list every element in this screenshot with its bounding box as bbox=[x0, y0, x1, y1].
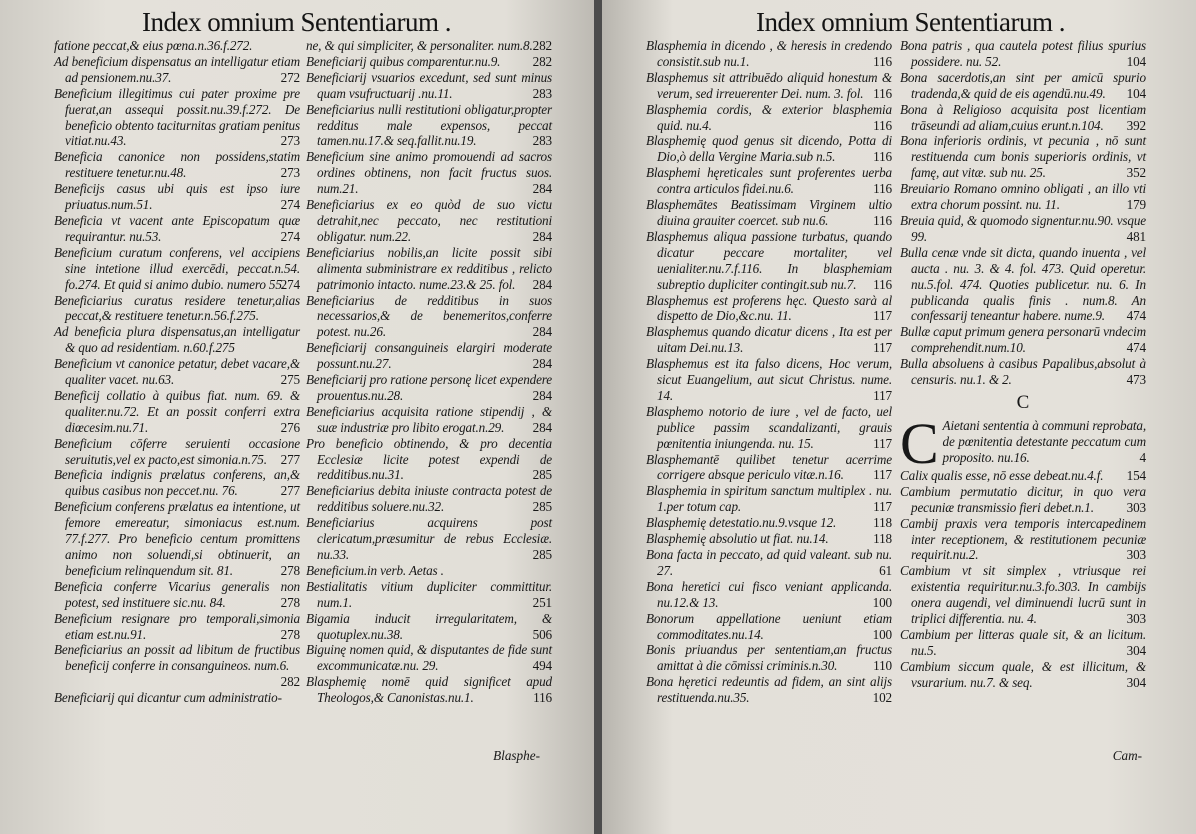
entry-page-number: 100 bbox=[872, 626, 892, 642]
entry-page-number: 116 bbox=[873, 276, 892, 292]
entry-text: Bulla absoluens à casibus Papalibus,absolut à censuris. nu.1. & 2. bbox=[900, 356, 1146, 388]
entry-page-number: 285 bbox=[532, 547, 552, 562]
index-entry bbox=[646, 197, 892, 229]
entry-page-number: 277 bbox=[280, 483, 300, 499]
entry-text: Beneficium curatum conferens, vel accipiens sine intetione illud exercēdi, peccat.n.54. fo.274. Et quid si animo dubio. numero 55. bbox=[54, 244, 300, 292]
index-entry bbox=[306, 611, 552, 643]
entry-text: Bulla cenæ vnde sit dicta, quando inuenta , vel aucta . nu. 3. & 4. fol. 473. Quid operetur. nu.5.fol. 474. Quoties publicetur. nu. 6. In publicanda qualis finis . num.8. An confessarij teneantur habere. nume.9. bbox=[900, 244, 1146, 324]
entry-text: Blasphemia in spiritum sanctum multiplex . nu. 1.per totum cap. bbox=[646, 483, 892, 515]
entry-page-number: 275 bbox=[280, 372, 300, 388]
catchword-right: Cam- bbox=[1112, 748, 1142, 763]
index-entry bbox=[646, 547, 892, 579]
entry-text: Bona facta in peccato, ad quid valeant. sub nu. 27. bbox=[646, 547, 892, 578]
entry-text: Blasphemię absolutio ut fiat. nu.14. bbox=[646, 531, 829, 547]
index-entry bbox=[306, 404, 552, 436]
index-entry bbox=[306, 515, 552, 563]
entry-text: fatione peccat,& eius pœna.n.36.f.272. bbox=[54, 38, 253, 53]
entry-text: Cambium vt sit simplex , vtriusque rei existentia requiritur.nu.3.fo.303. In cambijs onera augendi, vel diminuendi lucrū sunt in triplici differentia. nu. 4. bbox=[900, 563, 1146, 627]
index-entry bbox=[306, 436, 552, 484]
entry-page-number: 284 bbox=[532, 228, 552, 244]
index-entry bbox=[306, 642, 552, 674]
entry-text: Bonis priuandus per sententiam,an fructus amittat à die cōmissi criminis.n.30. bbox=[646, 642, 892, 674]
entry-page-number: 251 bbox=[532, 594, 552, 610]
entry-text: Ad beneficium dispensatus an intelligatur etiam ad pensionem.nu.37. bbox=[54, 53, 300, 85]
index-entry bbox=[54, 642, 300, 690]
entry-page-number: 304 bbox=[1126, 642, 1146, 658]
index-entry bbox=[54, 579, 300, 611]
index-entry bbox=[646, 452, 892, 484]
entry-page-number: 154 bbox=[1126, 467, 1146, 483]
entry-text: Blasphemus est proferens hęc. Questo sarà al dispetto de Dio,&c.nu. 11. bbox=[646, 292, 892, 324]
index-entry bbox=[306, 149, 552, 197]
entry-text: Beneficium illegitimus cui pater proxime pre fuerat,an assequi possit.nu.39.f.272. De beneficio obtento taciturnitas gratiam penitus vitiat.nu.43. bbox=[54, 85, 300, 149]
right-column-2 bbox=[900, 38, 1146, 691]
entry-page-number: 117 bbox=[873, 499, 892, 515]
entry-text: Bigamia inducit irregularitatem, & quotuplex.nu.38. bbox=[306, 610, 552, 642]
entry-page-number: 104 bbox=[1126, 53, 1146, 69]
index-entry bbox=[54, 467, 300, 499]
entry-page-number: 473 bbox=[1126, 372, 1146, 388]
entry-text: Blasphemantē quilibet tenetur acerrime corrigere absque periculo vitæ.n.16. bbox=[646, 451, 892, 483]
entry-text: Bona à Religioso acquisita post licentiam trāseundi ad aliam,cuius erunt.n.104. bbox=[900, 101, 1146, 133]
entry-text: Beneficia vt vacent ante Episcopatum quæ requirantur. nu.53. bbox=[54, 212, 300, 244]
left-column-1 bbox=[54, 38, 300, 706]
entry-text: Ad beneficia plura dispensatus,an intelligatur & quo ad residentiam. n.60.f.275 bbox=[54, 324, 300, 356]
letter-section-heading: C bbox=[1016, 391, 1030, 413]
entry-page-number: 283 bbox=[532, 133, 552, 149]
entry-page-number: 117 bbox=[873, 387, 892, 403]
entry-text: Bullæ caput primum genera personarū vndecim comprehendit.num.10. bbox=[900, 324, 1146, 356]
entry-text: Blasphemus est ita falso dicens, Hoc verum, sicut Euangelium, aut sicut Christus. nume. 14. bbox=[646, 356, 892, 403]
entry-page-number: 494 bbox=[532, 658, 552, 674]
index-entry bbox=[54, 388, 300, 436]
entry-page-number: 284 bbox=[532, 387, 552, 403]
entry-text: Beneficiarius acquirens post clericatum,præsumitur de rebus Ecclesiæ. nu.33. bbox=[306, 515, 552, 562]
entry-text: Beneficiarius de redditibus in suos necessarios,& de benemeritos,conferre potest. nu.26. bbox=[306, 292, 552, 340]
entry-text: Breuiario Romano omnino obligati , an illo vti extra chorum possint. nu. 11. bbox=[900, 181, 1146, 213]
entry-page-number: 110 bbox=[873, 658, 892, 674]
entry-text: Blasphemus aliqua passione turbatus, quando dicatur peccare mortaliter, vel uenialiter.nu.7.f.116. In blasphemiam subreptio dupliciter contingit.sub nu.7. bbox=[646, 228, 892, 292]
entry-text: Bonorum appellatione ueniunt etiam commoditates.nu.14. bbox=[646, 610, 892, 642]
entry-page-number: 116 bbox=[873, 53, 892, 69]
entry-page-number: 282 bbox=[532, 38, 552, 53]
entry-page-number: 392 bbox=[1126, 117, 1146, 133]
entry-text: Blasphemię quod genus sit dicendo, Potta di Dio,ò della Vergine Maria.sub n.5. bbox=[646, 133, 892, 165]
entry-page-number: 285 bbox=[532, 499, 552, 515]
index-entry bbox=[306, 38, 552, 54]
entry-page-number: 116 bbox=[873, 212, 892, 228]
entry-page-number: 273 bbox=[280, 165, 300, 181]
index-entry bbox=[900, 468, 1146, 484]
index-entry bbox=[646, 674, 892, 706]
entry-page-number: 274 bbox=[280, 276, 300, 292]
entry-page-number: 116 bbox=[873, 85, 892, 101]
catchword-left: Blasphe- bbox=[493, 748, 540, 763]
entry-page-number: 116 bbox=[873, 149, 892, 165]
entry-page-number: 117 bbox=[873, 308, 892, 324]
entry-page-number: 284 bbox=[532, 324, 552, 340]
entry-text: Blasphemo notorio de iure , vel de facto, uel publice passim scandalizanti, grauis pœnitentia iniungenda. nu. 15. bbox=[646, 403, 892, 451]
index-entry bbox=[900, 70, 1146, 102]
index-entry bbox=[54, 245, 300, 293]
drop-cap-letter: C bbox=[900, 410, 939, 476]
index-entry bbox=[646, 165, 892, 197]
index-entry bbox=[900, 324, 1146, 356]
entry-text: Beneficium conferens prælatus ea intentione, ut femore emereatur, simoniacus est.num. 77.f.277. Pro beneficio centum promittens animo non soluendi,si obtinuerit, an beneficium relinquendum sit. 81. bbox=[54, 499, 300, 578]
entry-page-number: 303 bbox=[1126, 547, 1146, 563]
entry-page-number: 284 bbox=[532, 181, 552, 197]
entry-page-number: 282 bbox=[532, 53, 552, 69]
index-entry bbox=[306, 102, 552, 150]
index-entry bbox=[646, 515, 892, 531]
entry-text: Beneficiarius ex eo quòd de suo victu detrahit,nec peccato, nec restitutioni obligatur. num.22. bbox=[306, 197, 552, 244]
index-entry bbox=[900, 627, 1146, 659]
entry-page-number: 116 bbox=[873, 181, 892, 197]
entry-text: Beneficia conferre Vicarius generalis non potest, sed instituere sic.nu. 84. bbox=[54, 578, 300, 610]
entry-page-number: 284 bbox=[532, 276, 552, 292]
index-entry bbox=[900, 102, 1146, 134]
entry-page-number: 303 bbox=[1126, 499, 1146, 515]
entry-text: Breuia quid, & quomodo signentur.nu.90. vsque 99. bbox=[900, 212, 1146, 244]
entry-text: Beneficiarius nobilis,an licite possit sibi alimenta subministrare ex redditibus , relicto patrimonio intacto. nume.23.& 25. fol. bbox=[306, 244, 552, 292]
entry-text: Beneficium resignare pro temporali,simonia etiam est.nu.91. bbox=[54, 610, 300, 642]
entry-page-number: 352 bbox=[1126, 165, 1146, 181]
index-entry bbox=[646, 642, 892, 674]
entry-page-number: 117 bbox=[873, 467, 892, 483]
index-entry bbox=[54, 38, 300, 54]
index-entry bbox=[646, 611, 892, 643]
index-entry bbox=[900, 356, 1146, 388]
index-entry bbox=[306, 372, 552, 404]
entry-text: Beneficiarius debita iniuste contracta potest de redditibus soluere.nu.32. bbox=[306, 483, 552, 515]
index-entry bbox=[306, 674, 552, 706]
entry-text: Cambium permutatio dicitur, in quo vera pecuniæ transmissio fieri debet.n.1. bbox=[900, 483, 1146, 515]
index-entry bbox=[54, 611, 300, 643]
left-page bbox=[0, 0, 594, 834]
index-entry bbox=[900, 181, 1146, 213]
entry-text: Blasphemia cordis, & exterior blasphemia quid. nu.4. bbox=[646, 101, 892, 133]
entry-text: Beneficij collatio à quibus fiat. num. 69. & qualiter.nu.72. Et an possit conferri extra diœcesim.nu.71. bbox=[54, 387, 300, 435]
entry-text: Beneficiarius nulli restitutioni obligatur,propter redditus male expensos, peccat tamen.nu.17.& seq.fallit.nu.19. bbox=[306, 101, 552, 149]
index-entry bbox=[646, 38, 892, 70]
entry-text: Bona inferioris ordinis, vt pecunia , nō sunt restituenda cum bonis superioris ordinis, vt famę, aut vitæ. sub nu. 25. bbox=[900, 133, 1146, 181]
entry-page-number: 100 bbox=[872, 594, 892, 610]
index-entry bbox=[54, 213, 300, 245]
index-entry bbox=[646, 483, 892, 515]
entry-page-number: 481 bbox=[1126, 228, 1146, 244]
index-entry bbox=[646, 70, 892, 102]
entry-text: Blasphemię nomē quid significet apud Theologos,& Canonistas.nu.1. bbox=[306, 674, 552, 706]
index-entry bbox=[646, 229, 892, 293]
entry-text: Blasphemus sit attribuēdo aliquid honestum & verum, sed irreuerenter Dei. num. 3. fol. bbox=[646, 69, 892, 101]
index-entry bbox=[646, 531, 892, 547]
entry-text: Beneficia indignis prælatus conferens, an,& quibus casibus non peccet.nu. 76. bbox=[54, 467, 300, 499]
index-entry bbox=[306, 483, 552, 515]
entry-text: Blasphemia in dicendo , & heresis in credendo consistit.sub nu.1. bbox=[646, 38, 892, 69]
index-entry bbox=[900, 245, 1146, 325]
entry-page-number: 278 bbox=[280, 626, 300, 642]
entry-page-number: 285 bbox=[532, 467, 552, 483]
index-entry bbox=[54, 86, 300, 150]
entry-text: Beneficiarius an possit ad libitum de fructibus beneficij conferre in consanguineos. num.6. bbox=[54, 642, 300, 674]
entry-text: ne, & qui simpliciter, & personaliter. num.8. bbox=[306, 38, 533, 53]
index-entry bbox=[306, 563, 552, 579]
index-entry bbox=[646, 102, 892, 134]
entry-text: Beneficium.in verb. Aetas . bbox=[306, 562, 444, 578]
entry-page-number: 274 bbox=[280, 197, 300, 213]
entry-text: Beneficiarius curatus residere tenetur,alias peccat,& restituere tenetur.n.56.f.275. bbox=[54, 292, 300, 324]
right-column-1 bbox=[646, 38, 892, 706]
entry-page-number: 284 bbox=[532, 356, 552, 372]
entry-page-number: 104 bbox=[1126, 85, 1146, 101]
running-head-left: Index omnium Sententiarum . bbox=[142, 7, 451, 37]
index-entry bbox=[646, 324, 892, 356]
entry-text: Beneficia canonice non possidens,statim restituere tenetur.nu.48. bbox=[54, 149, 300, 181]
index-entry bbox=[646, 293, 892, 325]
entry-text: Beneficiarij vsuarios excedunt, sed sunt minus quam vsufructuarij .nu.11. bbox=[306, 69, 552, 101]
entry-page-number: 284 bbox=[532, 419, 552, 435]
index-entry bbox=[306, 340, 552, 372]
entry-text: Biguinę nomen quid, & disputantes de fide sunt excommunicatæ.nu. 29. bbox=[306, 642, 552, 674]
index-entry bbox=[900, 133, 1146, 181]
entry-text: Beneficium cōferre seruienti occasione seruitutis,vel ex pacto,est simonia.n.75. bbox=[54, 435, 300, 467]
entry-page-number: 116 bbox=[873, 117, 892, 133]
entry-page-number: 118 bbox=[873, 531, 892, 547]
entry-text: Beneficijs casus ubi quis est ipso iure priuatus.num.51. bbox=[54, 181, 300, 213]
entry-text: Beneficiarij consanguineis elargiri moderate possunt.nu.27. bbox=[306, 340, 552, 372]
entry-text: Aietani sententia à communi reprobata, de pœnitentia detestante peccatum cum proposito. nu.16. bbox=[942, 417, 1146, 465]
left-column-2 bbox=[306, 38, 552, 706]
entry-page-number: 272 bbox=[280, 69, 300, 85]
entry-text: Blasphemus quando dicatur dicens , Ita est per uitam Dei.nu.13. bbox=[646, 324, 892, 356]
entry-text: Blasphemi hęreticales sunt proferentes uerba contra articulos fidei.nu.6. bbox=[646, 165, 892, 197]
index-entry bbox=[646, 356, 892, 404]
index-entry bbox=[306, 245, 552, 293]
entry-page-number: 303 bbox=[1126, 611, 1146, 627]
index-entry bbox=[54, 149, 300, 181]
index-entry bbox=[306, 54, 552, 70]
entry-page-number: 273 bbox=[280, 133, 300, 149]
index-entry bbox=[646, 579, 892, 611]
entry-page-number: 276 bbox=[280, 419, 300, 435]
running-head-right: Index omnium Sententiarum . bbox=[756, 7, 1065, 37]
index-entry bbox=[646, 133, 892, 165]
entry-page-number: 283 bbox=[532, 85, 552, 101]
entry-text: Pro beneficio obtinendo, & pro decentia Ecclesiæ licite potest expendi de redditibus.nu.31. bbox=[306, 435, 552, 483]
entry-page-number: 4 bbox=[1139, 449, 1146, 465]
index-entry bbox=[54, 293, 300, 325]
index-entry bbox=[306, 579, 552, 611]
entry-text: Beneficium vt canonice petatur, debet vacare,& qualiter vacet. nu.63. bbox=[54, 356, 300, 388]
entry-text: Bona hęretici redeuntis ad fidem, an sint alijs restituenda.nu.35. bbox=[646, 674, 892, 706]
index-entry bbox=[646, 404, 892, 452]
entry-text: Beneficiarius acquisita ratione stipendij , & suæ industriæ pro libito erogat.n.29. bbox=[306, 403, 552, 435]
right-page bbox=[602, 0, 1196, 834]
index-entry bbox=[900, 563, 1146, 627]
index-entry bbox=[900, 659, 1146, 691]
entry-page-number: 61 bbox=[879, 562, 892, 578]
entry-text: Calix qualis esse, nō esse debeat.nu.4.f. bbox=[900, 467, 1104, 483]
entry-text: Beneficiarij quibus comparentur.nu.9. bbox=[306, 53, 501, 69]
index-entry bbox=[900, 516, 1146, 564]
entry-page-number: 282 bbox=[280, 674, 300, 690]
entry-page-number: 117 bbox=[873, 340, 892, 356]
entry-page-number: 474 bbox=[1126, 308, 1146, 324]
index-entry bbox=[900, 484, 1146, 516]
entry-text: Beneficiarij qui dicantur cum administratio- bbox=[54, 690, 282, 706]
entry-text: Cambium per litteras quale sit, & an licitum. nu.5. bbox=[900, 627, 1146, 658]
index-entry bbox=[54, 356, 300, 388]
entry-text: Bona sacerdotis,an sint per amicū spurio tradenda,& quid de eis agendū.nu.49. bbox=[900, 69, 1146, 101]
entry-page-number: 102 bbox=[872, 690, 892, 706]
index-entry bbox=[54, 54, 300, 86]
index-entry bbox=[306, 293, 552, 341]
entry-text: Blasphemię detestatio.nu.9.vsque 12. bbox=[646, 515, 837, 531]
entry-page-number: 277 bbox=[280, 451, 300, 467]
entry-page-number: 474 bbox=[1126, 340, 1146, 356]
right-column-2-c-entries bbox=[900, 410, 1146, 691]
index-entry bbox=[54, 324, 300, 356]
entry-page-number: 304 bbox=[1126, 674, 1146, 690]
entry-text: Blasphemātes Beatissimam Virginem ultio diuina grauiter coercet. sub nu.6. bbox=[646, 197, 892, 228]
entry-text: Bona heretici cui fisco veniant applicanda. nu.12.& 13. bbox=[646, 578, 892, 610]
index-entry bbox=[900, 38, 1146, 70]
entry-page-number: 278 bbox=[280, 562, 300, 578]
entry-text: Bestialitatis vitium dupliciter committitur. num.1. bbox=[306, 578, 552, 610]
index-entry bbox=[306, 70, 552, 102]
index-entry bbox=[900, 213, 1146, 245]
entry-text: Cambij praxis vera temporis intercapedinem inter receptionem, & restitutionem pecuniæ requirit.nu.2. bbox=[900, 515, 1146, 563]
index-entry bbox=[54, 499, 300, 579]
entry-page-number: 179 bbox=[1126, 197, 1146, 213]
book-gutter bbox=[594, 0, 602, 834]
entry-page-number: 278 bbox=[280, 594, 300, 610]
entry-text: Beneficiarij pro ratione personę licet expendere prouentus.nu.28. bbox=[306, 372, 552, 403]
index-entry bbox=[54, 690, 300, 706]
entry-page-number: 117 bbox=[873, 435, 892, 451]
entry-text: Beneficium sine animo promouendi ad sacros ordines obtinens, non facit fructus suos. num.21. bbox=[306, 149, 552, 197]
entry-text: Cambium siccum quale, & est illicitum, & vsurarium. nu.7. & seq. bbox=[900, 658, 1146, 690]
index-entry bbox=[54, 181, 300, 213]
entry-page-number: 506 bbox=[532, 626, 552, 642]
entry-page-number: 118 bbox=[873, 515, 892, 531]
index-entry bbox=[54, 436, 300, 468]
index-entry bbox=[306, 197, 552, 245]
entry-page-number: 116 bbox=[533, 690, 552, 706]
right-column-2-b-entries bbox=[900, 38, 1146, 388]
entry-text: Bona patris , qua cautela potest filius spurius possidere. nu. 52. bbox=[900, 38, 1146, 69]
entry-page-number: 274 bbox=[280, 228, 300, 244]
